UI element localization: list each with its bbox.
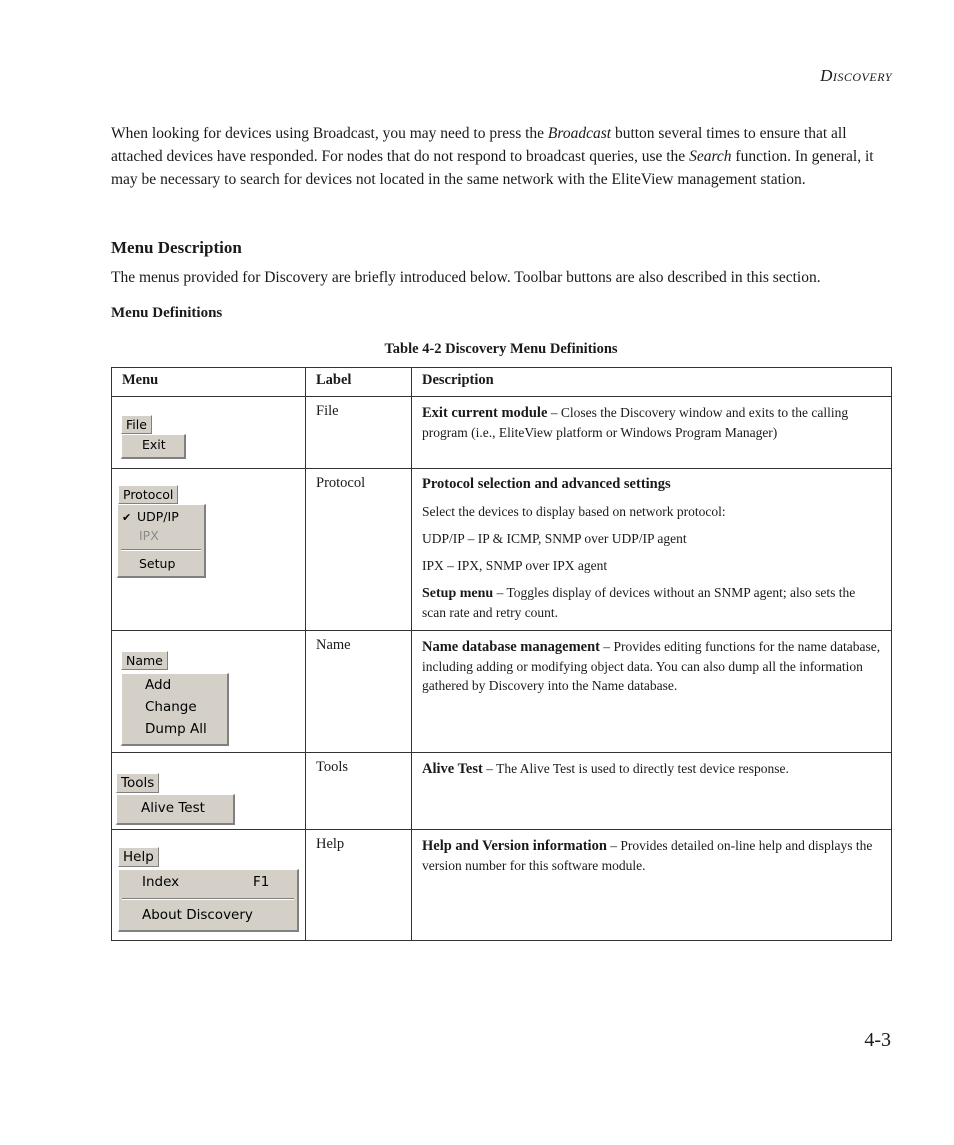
page-number: 4-3 — [864, 1029, 891, 1051]
menu-separator — [121, 549, 201, 551]
menu-snapshot-cell — [112, 469, 306, 631]
protocol-menu-item-udpip-label: UDP/IP — [136, 509, 179, 524]
file-menu-title[interactable]: File — [121, 415, 152, 434]
intro-text-2: button several times to ensure that all attached devices have responded. For nodes that do not respond to broadcast queries, use the — [111, 125, 847, 165]
protocol-menu-item-setup[interactable]: Setup — [139, 556, 176, 571]
protocol-menu-title[interactable]: Protocol — [118, 485, 178, 504]
name-menu-title[interactable]: Name — [121, 651, 168, 670]
section-heading: Menu Description — [111, 238, 242, 257]
label-cell: File — [306, 397, 412, 469]
description-heading: Protocol selection and advanced settings — [422, 476, 671, 492]
label-cell: Help — [306, 830, 412, 941]
table-row-protocol — [112, 469, 892, 631]
tools-menu-dropdown — [116, 794, 235, 825]
protocol-menu-snapshot — [112, 469, 305, 629]
description-bold: Exit current module — [422, 405, 548, 421]
description-cell — [412, 753, 892, 830]
description-cell — [412, 469, 892, 631]
label-cell: Name — [306, 631, 412, 753]
name-menu-item-dump-all[interactable]: Dump All — [145, 721, 207, 737]
label-cell: Tools — [306, 753, 412, 830]
help-menu-dropdown — [118, 869, 299, 932]
menu-snapshot-cell — [112, 753, 306, 830]
help-menu-item-index[interactable]: Index — [142, 874, 180, 890]
menu-separator — [122, 898, 294, 900]
intro-emphasis-broadcast: Broadcast — [547, 125, 612, 142]
protocol-menu-item-udpip[interactable] — [122, 509, 179, 524]
protocol-menu-item-ipx: IPX — [139, 528, 159, 543]
name-menu-item-change[interactable]: Change — [145, 699, 197, 715]
file-menu-item-exit[interactable]: Exit — [142, 437, 166, 452]
menu-definitions-table — [111, 367, 892, 941]
table-row-name — [112, 631, 892, 753]
description-cell — [412, 397, 892, 469]
table-row-help — [112, 830, 892, 941]
table-header-row — [112, 368, 892, 397]
description-bold: Alive Test — [422, 761, 483, 777]
description-bold: Setup menu — [422, 586, 494, 601]
menu-snapshot-cell — [112, 830, 306, 941]
description-text: – Provides detailed on-line help and displays the version number for this software module. — [422, 838, 873, 873]
protocol-menu-dropdown — [117, 504, 206, 578]
help-menu-title[interactable]: Help — [118, 847, 159, 867]
table-row-file — [112, 397, 892, 469]
name-menu-snapshot — [112, 631, 305, 751]
subsection-heading: Menu Definitions — [111, 305, 223, 321]
description-text: – Provides editing functions for the name database, including adding or modifying object data. You can also dump all the information gathered by Discovery into the Name database. — [422, 639, 881, 693]
description-bold: Help and Version information — [422, 838, 607, 854]
name-menu-dropdown — [121, 673, 229, 746]
help-menu-snapshot — [112, 830, 305, 939]
table-caption: Table 4-2 Discovery Menu Definitions — [384, 341, 618, 357]
tools-menu-title[interactable]: Tools — [116, 773, 159, 793]
help-menu-item-about[interactable]: About Discovery — [142, 907, 253, 923]
tools-menu-item-alive-test[interactable]: Alive Test — [141, 800, 205, 816]
intro-text-1: When looking for devices using Broadcast, you may need to press the — [111, 125, 548, 142]
description-line-2: UDP/IP – IP & ICMP, SNMP over UDP/IP agent — [422, 531, 687, 546]
file-menu-snapshot — [112, 397, 305, 467]
menu-snapshot-cell — [112, 631, 306, 753]
description-text: – Closes the Discovery window and exits to the calling program (i.e., EliteView platform or Windows Program Manager) — [422, 405, 849, 440]
tools-menu-snapshot — [112, 753, 305, 828]
running-head-initial: D — [820, 66, 833, 85]
description-cell — [412, 830, 892, 941]
description-cell — [412, 631, 892, 753]
intro-paragraph — [111, 122, 896, 191]
description-bold: Name database management — [422, 639, 601, 655]
running-head-rest: ISCOVERY — [832, 70, 892, 84]
section-paragraph: The menus provided for Discovery are briefly introduced below. Toolbar buttons are also described in this section. — [111, 269, 821, 286]
description-line-3: IPX – IPX, SNMP over IPX agent — [422, 558, 608, 573]
column-header-menu: Menu — [112, 368, 306, 397]
column-header-description: Description — [412, 368, 892, 397]
description-text: – Toggles display of devices without an SNMP agent; also sets the scan rate and retry count. — [422, 585, 856, 620]
checkmark-icon: ✔ — [122, 511, 132, 524]
help-menu-shortcut-f1: F1 — [253, 874, 270, 890]
description-text: – The Alive Test is used to directly test device response. — [482, 761, 789, 776]
table-row-tools — [112, 753, 892, 830]
menu-snapshot-cell — [112, 397, 306, 469]
label-cell: Protocol — [306, 469, 412, 631]
intro-text-3: function. In general, it may be necessary to search for devices not located in the same network with the EliteView management station. — [111, 148, 874, 188]
running-head — [820, 66, 892, 86]
name-menu-item-add[interactable]: Add — [145, 677, 172, 693]
column-header-label: Label — [306, 368, 412, 397]
file-menu-dropdown — [121, 434, 186, 459]
intro-emphasis-search: Search — [689, 148, 732, 165]
description-line-1: Select the devices to display based on network protocol: — [422, 504, 726, 519]
